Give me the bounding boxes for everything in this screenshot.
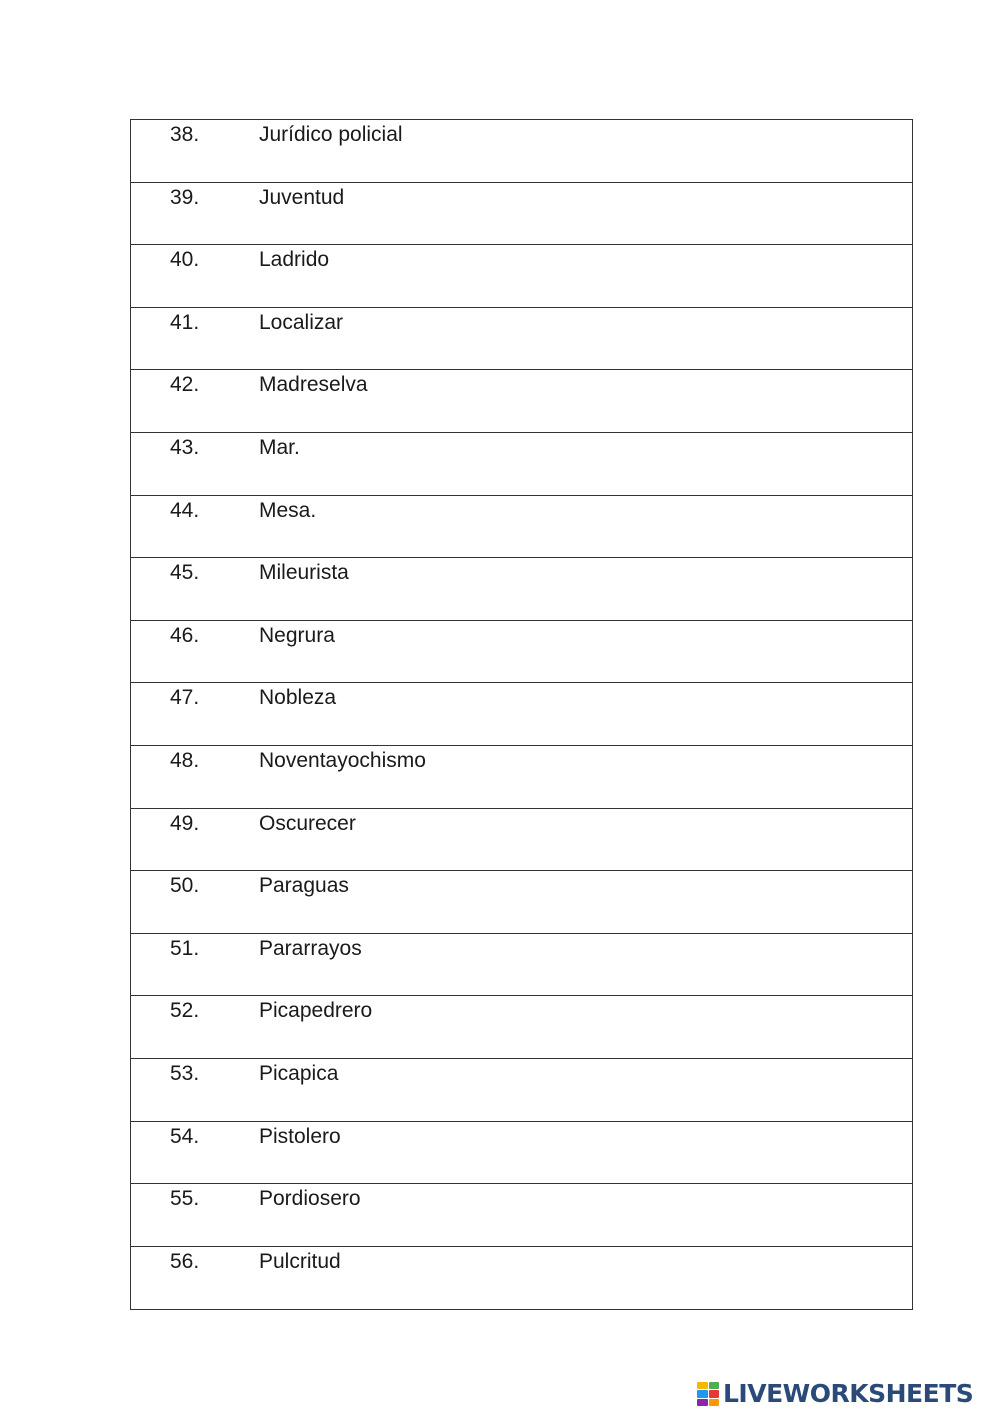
table-row — [131, 934, 912, 997]
table-row — [131, 621, 912, 684]
row-number: 54. — [170, 1124, 200, 1148]
row-word: Ladrido — [259, 248, 330, 272]
table-row — [131, 683, 912, 746]
row-word: Mileurista — [259, 561, 349, 585]
row-word: Oscurecer — [259, 811, 356, 835]
row-word: Pistolero — [259, 1124, 341, 1148]
table-row — [131, 245, 912, 308]
table-row — [131, 871, 912, 934]
row-number: 41. — [170, 310, 200, 334]
table-row — [131, 1122, 912, 1185]
row-word: Juventud — [259, 185, 345, 209]
row-word: Madreselva — [259, 373, 368, 397]
liveworksheets-logo-icon — [697, 1382, 719, 1406]
row-number: 53. — [170, 1061, 200, 1085]
table-row — [131, 308, 912, 371]
row-word: Pararrayos — [259, 936, 362, 960]
table-row — [131, 1184, 912, 1247]
row-number: 45. — [170, 561, 200, 585]
row-number: 55. — [170, 1187, 200, 1211]
row-word: Localizar — [259, 310, 344, 334]
row-number: 43. — [170, 435, 200, 459]
row-word: Pulcritud — [259, 1249, 341, 1273]
row-word: Nobleza — [259, 686, 337, 710]
row-number: 39. — [170, 185, 200, 209]
row-number: 56. — [170, 1249, 200, 1273]
row-word: Pordiosero — [259, 1187, 361, 1211]
brand-name: LIVEWORKSHEETS — [723, 1379, 974, 1408]
liveworksheets-watermark — [697, 1378, 973, 1410]
row-word: Mar. — [259, 435, 300, 459]
row-number: 48. — [170, 748, 200, 772]
table-row — [131, 433, 912, 496]
table-row — [131, 996, 912, 1059]
row-number: 49. — [170, 811, 200, 835]
table-row — [131, 1247, 912, 1310]
row-number: 38. — [170, 123, 200, 146]
row-number: 51. — [170, 936, 200, 960]
row-number: 44. — [170, 498, 200, 522]
word-table — [130, 119, 913, 1310]
row-word: Negrura — [259, 623, 335, 647]
row-word: Mesa. — [259, 498, 317, 522]
row-word: Picapedrero — [259, 999, 373, 1023]
row-number: 46. — [170, 623, 200, 647]
row-number: 52. — [170, 999, 200, 1023]
table-row — [131, 370, 912, 433]
table-row — [131, 809, 912, 872]
row-word: Picapica — [259, 1061, 339, 1085]
table-row — [131, 1059, 912, 1122]
table-row — [131, 746, 912, 809]
table-row — [131, 120, 912, 183]
row-word: Paraguas — [259, 874, 349, 898]
table-row — [131, 183, 912, 246]
row-number: 50. — [170, 874, 200, 898]
row-word: Noventayochismo — [259, 748, 426, 772]
table-row — [131, 496, 912, 559]
row-word: Jurídico policial — [259, 123, 403, 146]
row-number: 47. — [170, 686, 200, 710]
row-number: 42. — [170, 373, 200, 397]
row-number: 40. — [170, 248, 200, 272]
table-row — [131, 558, 912, 621]
